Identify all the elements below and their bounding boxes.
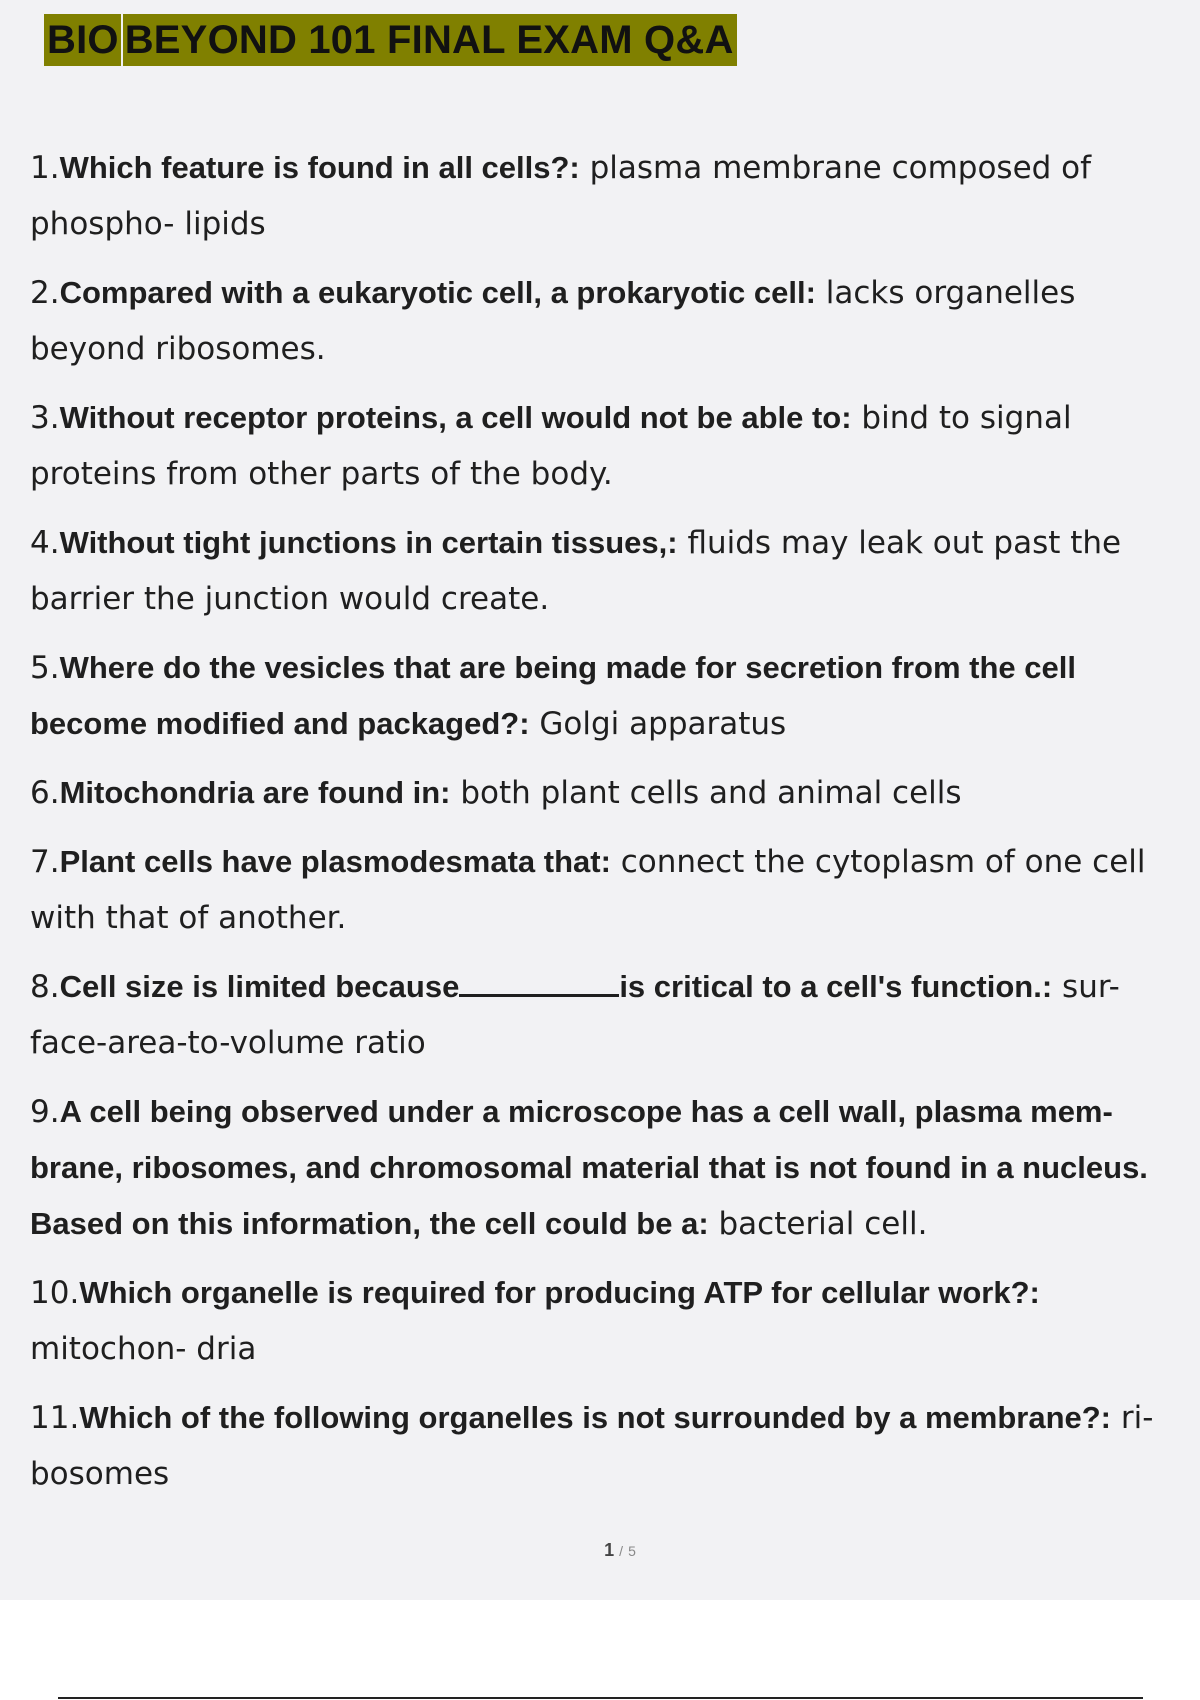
- question-item-1: [30, 140, 1180, 252]
- question-number: 7.: [30, 844, 60, 880]
- question-item-4: [30, 515, 1180, 627]
- next-page-top-rule: [58, 1697, 1143, 1699]
- question-item-3: [30, 390, 1180, 502]
- question-number: 2.: [30, 275, 60, 311]
- answer-text: mitochon- dria: [30, 1331, 257, 1367]
- question-text: Which feature is found in all cells?:: [59, 150, 580, 185]
- page-indicator: [0, 1540, 1200, 1561]
- title-part-1: BIO: [47, 18, 119, 62]
- question-text: A cell being observed under a microscope has a cell wall, plasma mem- brane, ribosomes, and chromosomal material that is not found in a nucleus. Based on this information, the cell could be a:: [30, 1094, 1148, 1241]
- question-item-11: [30, 1390, 1180, 1502]
- answer-text: lacks organelles beyond ribosomes.: [30, 275, 1076, 367]
- question-list: [30, 140, 1180, 1515]
- answer-text: Golgi apparatus: [529, 706, 787, 742]
- answer-text: bacterial cell.: [708, 1206, 928, 1242]
- answer-text: plasma membrane composed of phospho- lipids: [30, 150, 1092, 242]
- question-number: 6.: [30, 775, 60, 811]
- answer-text: fluids may leak out past the barrier the junction would create.: [30, 525, 1122, 617]
- answer-text: both plant cells and animal cells: [450, 775, 962, 811]
- question-text: Compared with a eukaryotic cell, a prokaryotic cell:: [59, 275, 816, 310]
- question-item-10: [30, 1265, 1180, 1377]
- question-number: 9.: [30, 1094, 60, 1130]
- question-number: 5.: [30, 650, 60, 686]
- question-text: Without tight junctions in certain tissues,:: [59, 525, 678, 560]
- question-number: 1.: [30, 150, 60, 186]
- answer-text: sur- face-area-to-volume ratio: [30, 969, 1120, 1061]
- question-text: Without receptor proteins, a cell would not be able to:: [59, 400, 852, 435]
- question-item-7: [30, 834, 1180, 946]
- title-part-2: BEYOND 101 FINAL EXAM Q&A: [124, 18, 734, 62]
- question-item-5: [30, 640, 1180, 752]
- question-text-after-blank: is critical to a cell's function.:: [619, 969, 1053, 1004]
- question-number: 10.: [30, 1275, 80, 1311]
- title-separator: [121, 14, 123, 66]
- answer-text: connect the cytoplasm of one cell with that of another.: [30, 844, 1146, 936]
- question-text: Where do the vesicles that are being made for secretion from the cell become modified and packaged?:: [30, 650, 1076, 741]
- title-block: [44, 14, 737, 66]
- question-number: 4.: [30, 525, 60, 561]
- question-text: Mitochondria are found in:: [59, 775, 451, 810]
- question-text: Plant cells have plasmodesmata that:: [59, 844, 611, 879]
- answer-text: bind to signal proteins from other parts of the body.: [30, 400, 1072, 492]
- question-item-8: [30, 959, 1180, 1071]
- question-number: 8.: [30, 969, 60, 1005]
- question-number: 3.: [30, 400, 60, 436]
- fill-in-blank-line: [459, 972, 619, 997]
- total-pages: 5: [628, 1543, 636, 1559]
- current-page-number: 1: [604, 1540, 615, 1560]
- answer-text: ri- bosomes: [30, 1400, 1154, 1492]
- question-item-2: [30, 265, 1180, 377]
- question-item-6: [30, 765, 1180, 821]
- document-title: [44, 14, 737, 66]
- question-text-before-blank: Cell size is limited because: [59, 969, 460, 1004]
- question-item-9: [30, 1084, 1180, 1252]
- question-text: Which organelle is required for producing ATP for cellular work?:: [79, 1275, 1040, 1310]
- page-separator: /: [619, 1543, 624, 1559]
- question-text: Which of the following organelles is not surrounded by a membrane?:: [79, 1400, 1112, 1435]
- question-number: 11.: [30, 1400, 80, 1436]
